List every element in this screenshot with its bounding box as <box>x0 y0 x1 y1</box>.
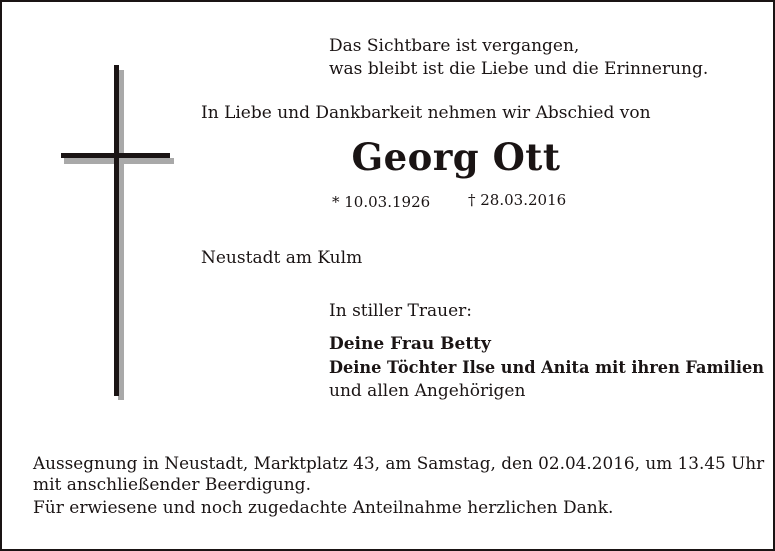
funeral-info-line-1: Aussegnung in Neustadt, Marktplatz 43, am Samstag, den 02.04.2016, um 13.45 Uhr <box>33 454 765 474</box>
hometown: Neustadt am Kulm <box>201 248 363 268</box>
cross-vertical-beam <box>114 65 119 396</box>
mourner-daughters: Deine Töchter Ilse und Anita mit ihren Familien <box>329 358 764 378</box>
quote-line-2: was bleibt ist die Liebe und die Erinnerung. <box>329 59 709 79</box>
death-date: † 28.03.2016 <box>468 191 567 209</box>
intro-text: In Liebe und Dankbarkeit nehmen wir Abschied von <box>201 103 651 123</box>
mourner-wife: Deine Frau Betty <box>329 334 491 354</box>
funeral-info-line-2: mit anschließender Beerdigung. <box>33 475 311 495</box>
mourner-relatives: und allen Angehörigen <box>329 381 526 401</box>
thanks-line: Für erwiesene und noch zugedachte Anteilnahme herzlichen Dank. <box>33 498 614 518</box>
deceased-name: Georg Ott <box>351 135 561 179</box>
birth-date: * 10.03.1926 <box>332 193 431 211</box>
quote-line-1: Das Sichtbare ist vergangen, <box>329 36 580 56</box>
mourners-heading: In stiller Trauer: <box>329 301 472 321</box>
